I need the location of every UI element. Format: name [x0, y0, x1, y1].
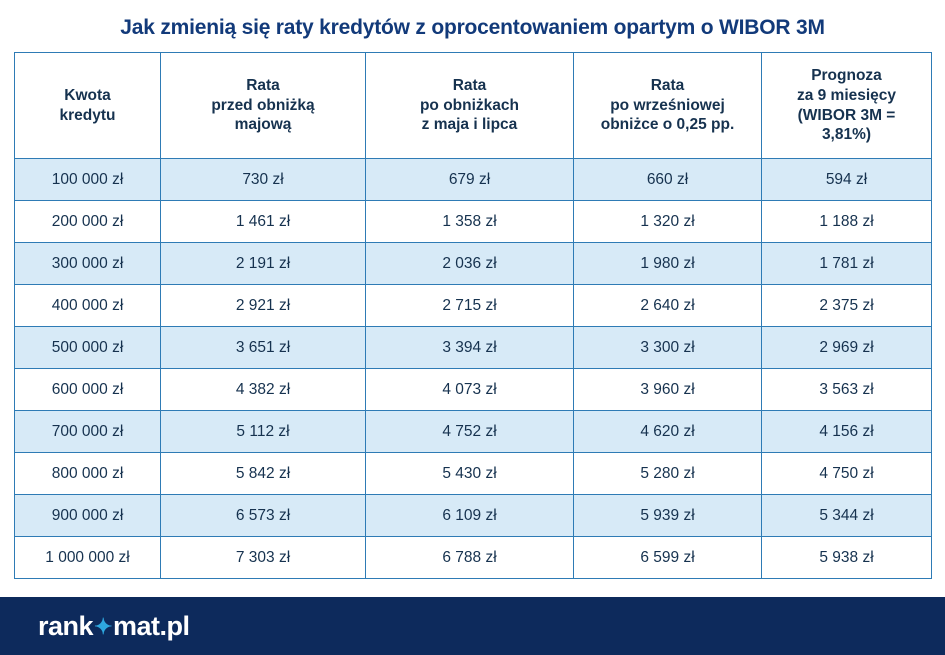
table-header-row — [15, 53, 932, 159]
loan-amount-cell: 600 000 zł — [15, 369, 161, 411]
installment-cell: 2 921 zł — [161, 285, 366, 327]
column-header-line: po wrześniowej — [610, 96, 725, 114]
column-header-line: Rata — [452, 76, 487, 94]
column-header-line: Prognoza — [811, 66, 882, 84]
footer-bar — [0, 597, 945, 655]
table-row — [15, 537, 932, 579]
loan-amount-cell: 700 000 zł — [15, 411, 161, 453]
installment-cell: 5 344 zł — [762, 495, 932, 537]
column-header-line: majową — [234, 116, 292, 134]
table-body — [15, 159, 932, 579]
installment-cell: 7 303 zł — [161, 537, 366, 579]
loan-installments-table — [14, 52, 932, 579]
installment-cell: 2 191 zł — [161, 243, 366, 285]
star-icon: ✦ — [94, 614, 112, 639]
installment-cell: 1 980 zł — [574, 243, 762, 285]
column-header-line: kredytu — [59, 106, 116, 124]
installment-cell: 679 zł — [366, 159, 574, 201]
column-header-line: za 9 miesięcy — [796, 86, 897, 104]
installment-cell: 5 938 zł — [762, 537, 932, 579]
column-header-line: Rata — [246, 76, 280, 94]
installment-cell: 2 640 zł — [574, 285, 762, 327]
installment-cell: 6 788 zł — [366, 537, 574, 579]
column-header-line: przed obniżką — [211, 96, 315, 114]
loan-amount-cell: 100 000 zł — [15, 159, 161, 201]
column-header-3 — [574, 53, 762, 159]
loan-amount-cell: 500 000 zł — [15, 327, 161, 369]
installment-cell: 1 358 zł — [366, 201, 574, 243]
table-container — [0, 52, 945, 579]
table-row — [15, 495, 932, 537]
installment-cell: 594 zł — [762, 159, 932, 201]
loan-amount-cell: 200 000 zł — [15, 201, 161, 243]
installment-cell: 5 112 zł — [161, 411, 366, 453]
installment-cell: 2 969 zł — [762, 327, 932, 369]
loan-amount-cell: 1 000 000 zł — [15, 537, 161, 579]
column-header-2 — [366, 53, 574, 159]
table-row — [15, 159, 932, 201]
installment-cell: 4 156 zł — [762, 411, 932, 453]
installment-cell: 4 750 zł — [762, 453, 932, 495]
loan-amount-cell: 800 000 zł — [15, 453, 161, 495]
installment-cell: 5 430 zł — [366, 453, 574, 495]
table-row — [15, 411, 932, 453]
loan-amount-cell: 400 000 zł — [15, 285, 161, 327]
table-row — [15, 453, 932, 495]
installment-cell: 660 zł — [574, 159, 762, 201]
logo-text-first: rank — [38, 610, 94, 641]
column-header-4 — [762, 53, 932, 159]
column-header-line: (WIBOR 3M = — [797, 106, 896, 124]
installment-cell: 2 375 zł — [762, 285, 932, 327]
installment-cell: 1 188 zł — [762, 201, 932, 243]
installment-cell: 1 320 zł — [574, 201, 762, 243]
column-header-line: Rata — [650, 76, 685, 94]
table-row — [15, 285, 932, 327]
column-header-line: obniżce o 0,25 pp. — [600, 116, 735, 134]
page-title: Jak zmienią się raty kredytów z oprocentowaniem opartym o WIBOR 3M — [120, 16, 825, 39]
installment-cell: 1 461 zł — [161, 201, 366, 243]
installment-cell: 3 651 zł — [161, 327, 366, 369]
installment-cell: 6 599 zł — [574, 537, 762, 579]
installment-cell: 3 960 zł — [574, 369, 762, 411]
installment-cell: 3 300 zł — [574, 327, 762, 369]
table-row — [15, 243, 932, 285]
column-header-line: Kwota — [64, 86, 111, 104]
column-header-1 — [161, 53, 366, 159]
brand-logo[interactable] — [38, 611, 190, 642]
logo-text-second: mat.pl — [112, 610, 190, 641]
installment-cell: 3 394 zł — [366, 327, 574, 369]
column-header-line: po obniżkach — [419, 96, 520, 114]
loan-amount-cell: 300 000 zł — [15, 243, 161, 285]
installment-cell: 5 280 zł — [574, 453, 762, 495]
column-header-line: 3,81%) — [821, 126, 872, 144]
installment-cell: 4 073 zł — [366, 369, 574, 411]
table-row — [15, 369, 932, 411]
column-header-line: z maja i lipca — [421, 116, 518, 134]
installment-cell: 1 781 zł — [762, 243, 932, 285]
installment-cell: 3 563 zł — [762, 369, 932, 411]
installment-cell: 4 382 zł — [161, 369, 366, 411]
installment-cell: 4 752 zł — [366, 411, 574, 453]
installment-cell: 2 036 zł — [366, 243, 574, 285]
table-row — [15, 201, 932, 243]
installment-cell: 6 573 zł — [161, 495, 366, 537]
installment-cell: 2 715 zł — [366, 285, 574, 327]
table-header — [15, 53, 932, 159]
installment-cell: 4 620 zł — [574, 411, 762, 453]
column-header-0 — [15, 53, 161, 159]
installment-cell: 6 109 zł — [366, 495, 574, 537]
table-row — [15, 327, 932, 369]
installment-cell: 5 939 zł — [574, 495, 762, 537]
installment-cell: 730 zł — [161, 159, 366, 201]
installment-cell: 5 842 zł — [161, 453, 366, 495]
loan-amount-cell: 900 000 zł — [15, 495, 161, 537]
